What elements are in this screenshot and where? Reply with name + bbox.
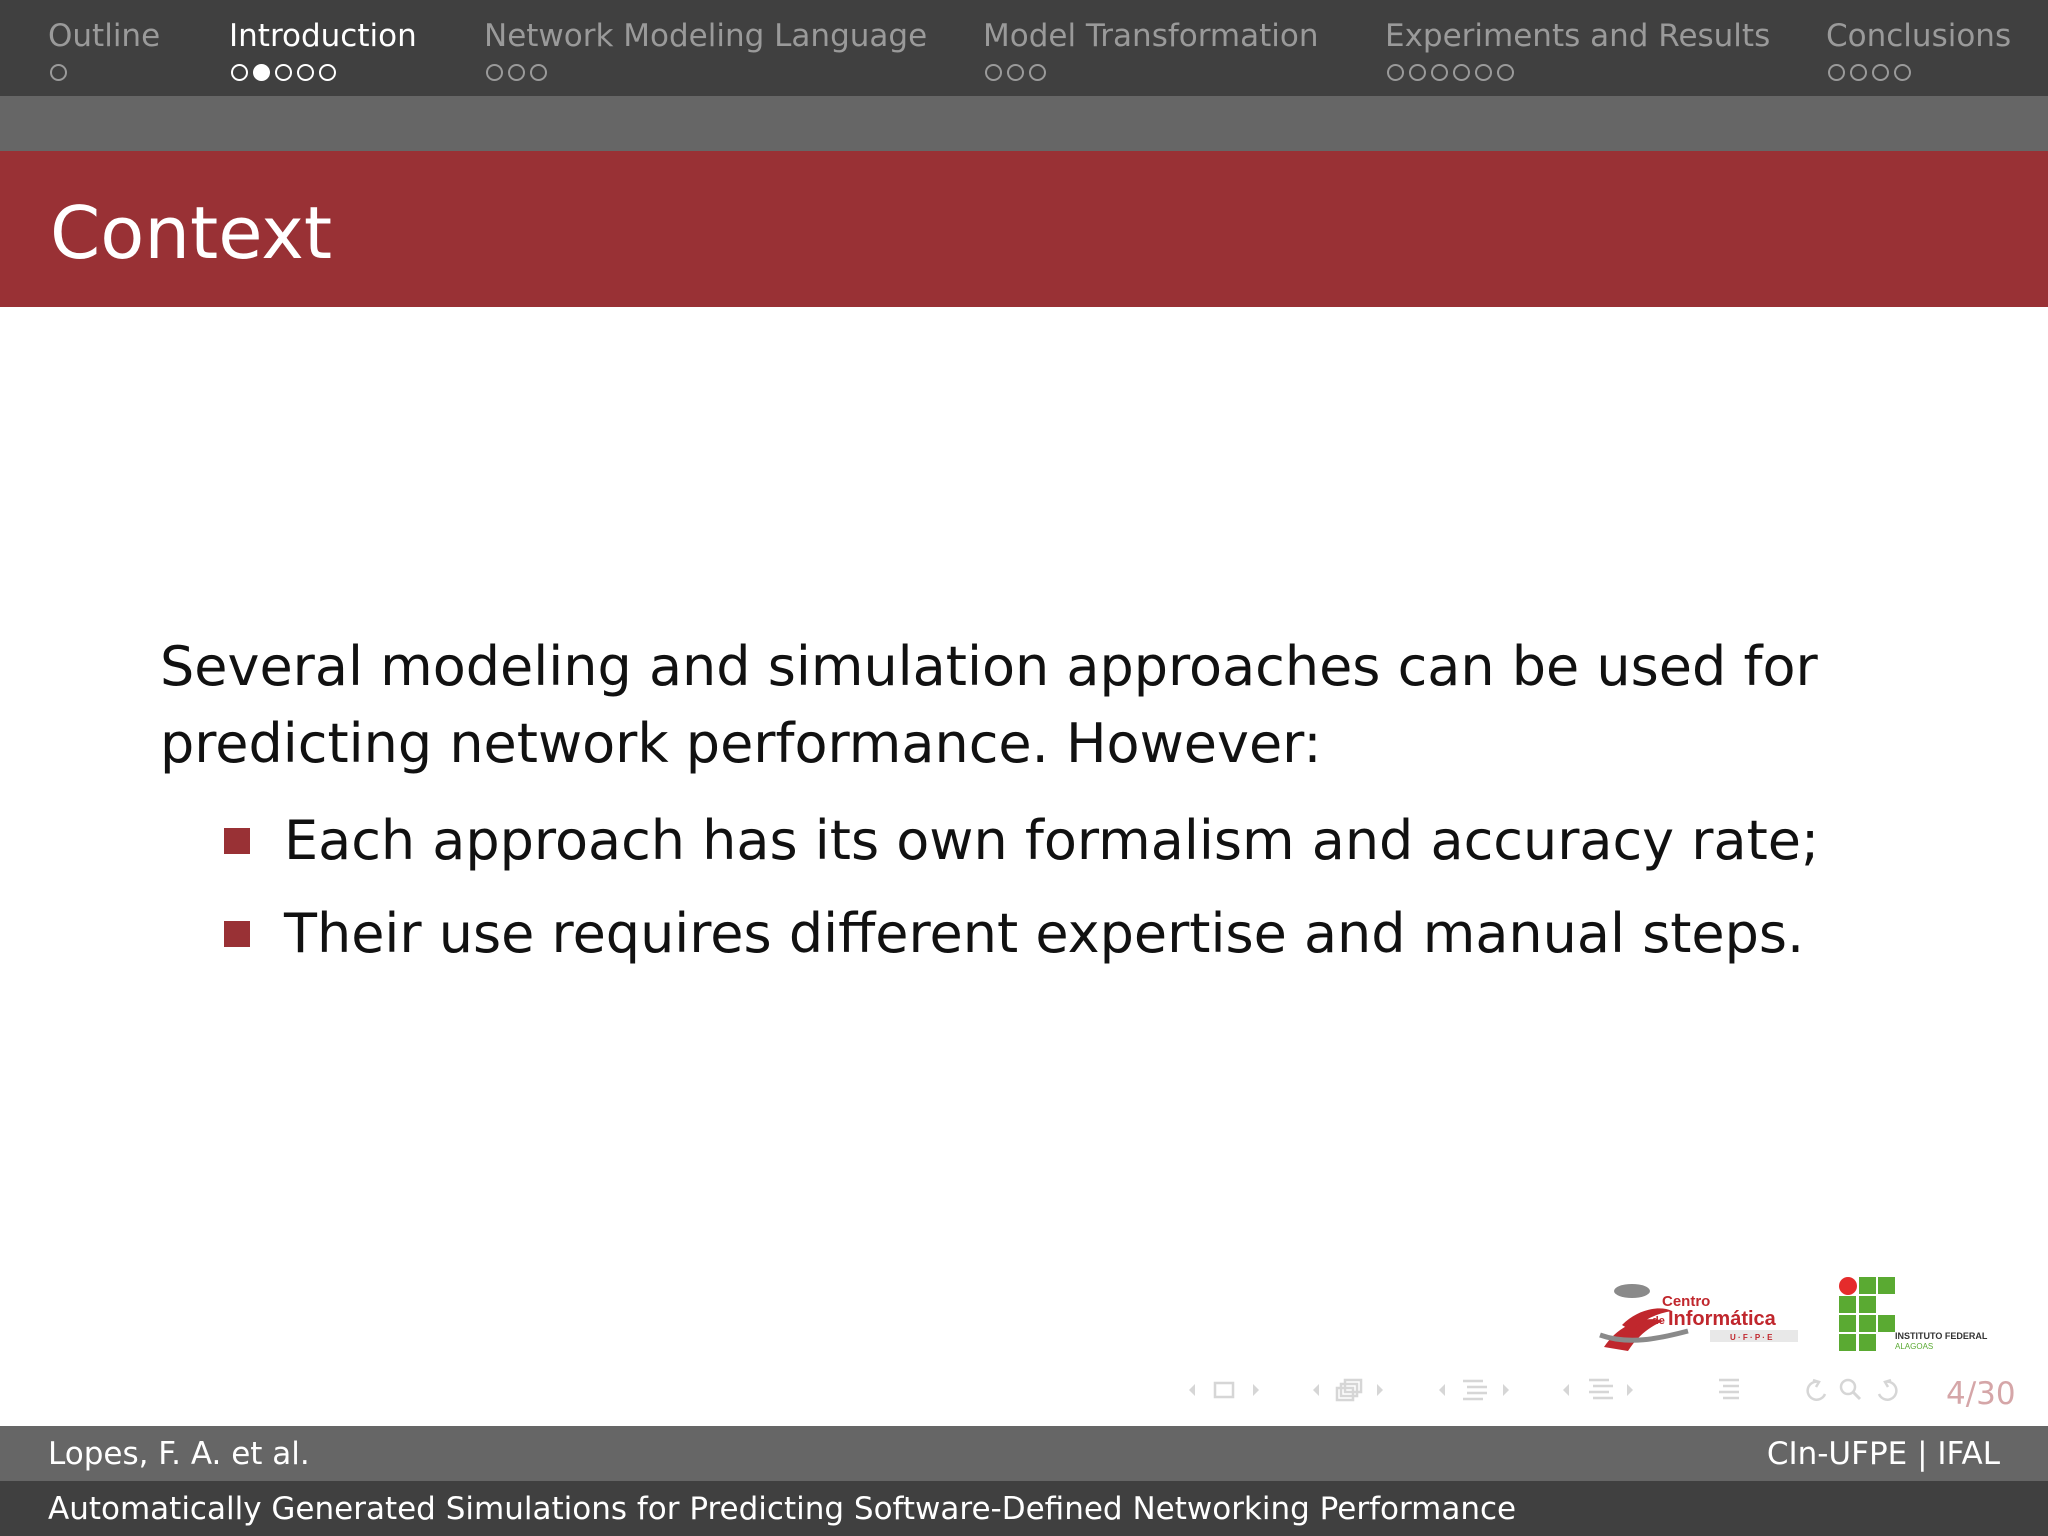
- section-nav-control: [1435, 1370, 1515, 1410]
- nav-subsection-dots: [1828, 64, 2011, 81]
- frame-icon[interactable]: [1215, 1383, 1233, 1397]
- ifal-logo-square: [1839, 1334, 1856, 1351]
- footer-author: Lopes, F. A. et al.: [48, 1436, 310, 1472]
- footer-author-bar: [0, 1426, 2048, 1481]
- footer-title-bar: [0, 1481, 2048, 1536]
- slide-body: [160, 628, 1980, 980]
- prev-document-arrow-icon[interactable]: [1563, 1384, 1569, 1396]
- frame-nav-control: [1185, 1370, 1265, 1410]
- section-icon[interactable]: [1463, 1381, 1487, 1399]
- square-bullet-icon: [224, 921, 250, 947]
- search-nav-control: [1799, 1370, 1909, 1410]
- nav-section-conclusions[interactable]: [1826, 18, 2011, 81]
- nav-subsection-dot[interactable]: [1894, 64, 1911, 81]
- nav-subsection-dots: [50, 64, 160, 81]
- nav-subsection-dot[interactable]: [1475, 64, 1492, 81]
- nav-subsection-dot[interactable]: [508, 64, 525, 81]
- next-document-arrow-icon[interactable]: [1627, 1384, 1633, 1396]
- intro-paragraph: [160, 628, 1980, 782]
- nav-subsection-dot-current[interactable]: [253, 64, 270, 81]
- appendix-nav-control: [1715, 1370, 1745, 1410]
- nav-subsection-dot[interactable]: [530, 64, 547, 81]
- nav-section-network-modeling-language[interactable]: [484, 18, 927, 81]
- prev-subsection-arrow-icon[interactable]: [1313, 1384, 1319, 1396]
- search-nav-icons: [1799, 1370, 1909, 1410]
- cin-logo-text-ufpe: U · F · P · E: [1730, 1333, 1773, 1342]
- search-handle-icon: [1853, 1392, 1860, 1399]
- bullet-list: [224, 794, 1980, 980]
- search-icon[interactable]: [1841, 1380, 1855, 1394]
- nav-subsection-dot[interactable]: [1029, 64, 1046, 81]
- subsection-icon[interactable]: [1337, 1380, 1361, 1400]
- ifal-logo-square: [1859, 1315, 1876, 1332]
- nav-subsection-dots: [1387, 64, 1770, 81]
- ifal-logo-square: [1839, 1315, 1856, 1332]
- bullet-text: Each approach has its own formalism and accuracy rate;: [284, 809, 1820, 872]
- nav-subsection-dot[interactable]: [297, 64, 314, 81]
- nav-subsection-dot[interactable]: [1007, 64, 1024, 81]
- prev-section-arrow-icon[interactable]: [1439, 1384, 1445, 1396]
- nav-subsection-dot[interactable]: [486, 64, 503, 81]
- bullet-item: [224, 794, 1980, 887]
- align-icon[interactable]: [1715, 1370, 1745, 1410]
- prev-frame-arrow-icon[interactable]: [1189, 1384, 1195, 1396]
- nav-subsection-dot[interactable]: [1453, 64, 1470, 81]
- nav-subsection-dot[interactable]: [1850, 64, 1867, 81]
- frame-title-bar: [0, 151, 2048, 307]
- cin-logo-text-de: de: [1652, 1315, 1665, 1327]
- section-navigation: [0, 0, 2048, 96]
- nav-section-introduction[interactable]: [229, 18, 417, 81]
- ifal-logo-square: [1859, 1296, 1876, 1313]
- ifal-logo-square: [1859, 1334, 1876, 1351]
- section-nav-icons: [1435, 1370, 1515, 1410]
- document-nav-control: [1559, 1370, 1639, 1410]
- subsection-bar: [0, 96, 2048, 151]
- back-arrowhead-icon: [1813, 1380, 1819, 1387]
- subsection-nav-icons: [1309, 1370, 1389, 1410]
- cin-logo-text-informatica: Informática: [1668, 1308, 1776, 1330]
- nav-section-label: Model Transformation: [983, 18, 1319, 54]
- bullet-item: [224, 887, 1980, 980]
- next-frame-arrow-icon[interactable]: [1253, 1384, 1259, 1396]
- nav-section-experiments-and-results[interactable]: [1385, 18, 1770, 81]
- nav-section-label: Conclusions: [1826, 18, 2012, 54]
- nav-subsection-dot[interactable]: [1497, 64, 1514, 81]
- subsection-nav-control: [1309, 1370, 1389, 1410]
- nav-subsection-dots: [486, 64, 927, 81]
- document-icon[interactable]: [1589, 1380, 1613, 1398]
- square-bullet-icon: [224, 828, 250, 854]
- nav-section-label: Experiments and Results: [1385, 18, 1771, 54]
- cin-ufpe-logo: [1598, 1275, 1801, 1355]
- ifal-logo-square: [1839, 1296, 1856, 1313]
- document-nav-icons: [1559, 1370, 1639, 1410]
- nav-subsection-dot[interactable]: [1431, 64, 1448, 81]
- nav-subsection-dot[interactable]: [985, 64, 1002, 81]
- next-subsection-arrow-icon[interactable]: [1377, 1384, 1383, 1396]
- intro-line-2: predicting network performance. However:: [160, 712, 1322, 775]
- ifal-logo-text-alagoas: ALAGOAS: [1895, 1342, 1934, 1351]
- nav-subsection-dot[interactable]: [1409, 64, 1426, 81]
- next-section-arrow-icon[interactable]: [1503, 1384, 1509, 1396]
- nav-section-model-transformation[interactable]: [983, 18, 1319, 81]
- frame-nav-icons: [1185, 1370, 1265, 1410]
- frame-title: Context: [50, 191, 333, 275]
- nav-section-label: Network Modeling Language: [484, 18, 928, 54]
- beamer-navigation-symbols: [1185, 1370, 1925, 1410]
- nav-subsection-dots: [231, 64, 417, 81]
- footer-presentation-title: Automatically Generated Simulations for Predicting Software-Defined Networking Performance: [48, 1491, 1517, 1527]
- nav-subsection-dot[interactable]: [1387, 64, 1404, 81]
- ifal-logo-square: [1859, 1277, 1876, 1294]
- cin-logo-swoosh-top: [1614, 1284, 1650, 1298]
- nav-subsection-dot[interactable]: [1828, 64, 1845, 81]
- ifal-logo-square: [1878, 1315, 1895, 1332]
- ifal-logo-square: [1878, 1277, 1895, 1294]
- nav-subsection-dot[interactable]: [275, 64, 292, 81]
- ifal-logo: [1838, 1276, 1988, 1354]
- cin-logo-text-centro: Centro: [1662, 1293, 1711, 1310]
- forward-arrowhead-icon: [1885, 1380, 1891, 1387]
- nav-subsection-dot[interactable]: [1872, 64, 1889, 81]
- ifal-logo-dot: [1839, 1277, 1857, 1295]
- nav-section-label: Outline: [48, 18, 161, 54]
- nav-section-label: Introduction: [229, 18, 417, 54]
- ifal-logo-text-instituto: INSTITUTO FEDERAL: [1895, 1331, 1988, 1341]
- intro-line-1: Several modeling and simulation approaches can be used for: [160, 635, 1818, 698]
- nav-subsection-dot[interactable]: [319, 64, 336, 81]
- page-number: 4/30: [1946, 1376, 2016, 1412]
- nav-subsection-dot[interactable]: [50, 64, 67, 81]
- nav-section-outline[interactable]: [48, 18, 160, 81]
- nav-subsection-dot[interactable]: [231, 64, 248, 81]
- footer-institution: CIn-UFPE | IFAL: [1766, 1436, 2000, 1472]
- nav-subsection-dots: [985, 64, 1319, 81]
- bullet-text: Their use requires different expertise and manual steps.: [284, 902, 1805, 965]
